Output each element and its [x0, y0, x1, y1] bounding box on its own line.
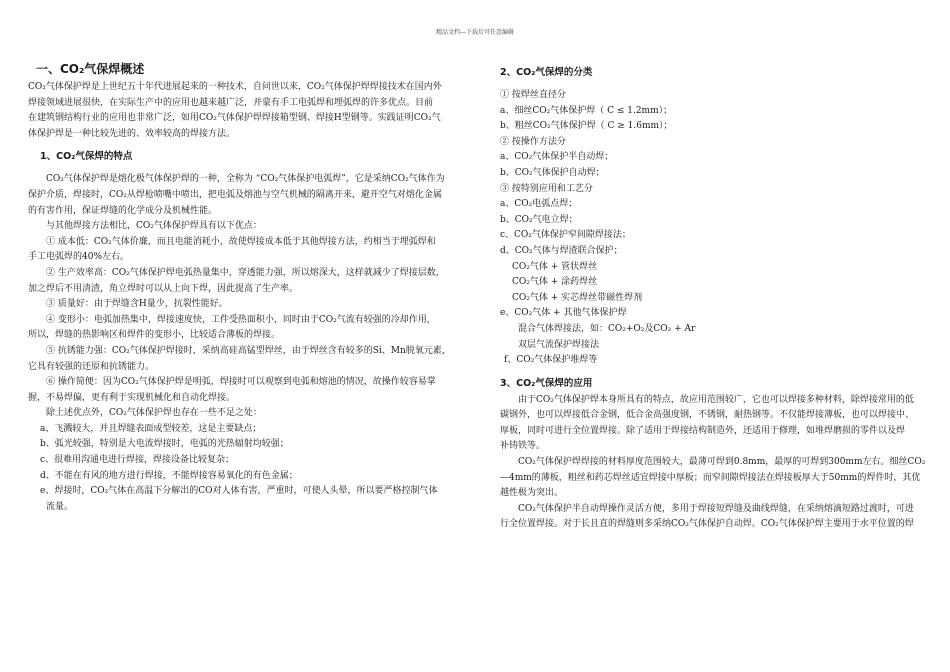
section-title: 一、CO₂气保焊概述 [36, 62, 145, 76]
advantage-item: 所以，焊缝的热影响区和焊件的变形小，比较适合薄板的焊接。 [28, 330, 281, 341]
category-item: c、CO₂气体保护窄间隙焊接法； [500, 230, 631, 241]
category-subitem: CO₂气体 + 涂药焊丝 [512, 277, 598, 288]
paragraph-line: 行全位置焊接。对于长且直的焊缝则多采纳CO₂气体保护自动焊。CO₂气体保护焊主要用于水平位置的焊 [500, 519, 914, 530]
subsection-title: 1、CO₂气保焊的特点 [40, 151, 133, 163]
drawback-item: a、飞溅较大，并且焊缝表面成型较差，这是主要缺点； [40, 423, 262, 434]
category-subitem: 双层气流保护焊接法 [518, 339, 600, 350]
paragraph-line: 由于CO₂气体保护焊本身所具有的特点，故应用范围较广，它也可以焊接多种材料，除焊接常用的低 [518, 394, 914, 405]
category-heading: ③ 按特别应用和工艺分 [500, 183, 593, 194]
paragraph-line: 除上述优点外，CO₂气体保护焊也存在一些不足之处： [46, 408, 262, 419]
drawback-item: e、焊接时，CO₂气体在高温下分解出的CO对人体有害，严重时，可使人头晕，所以要严格控制气体 [40, 486, 438, 497]
category-item: b、CO₂气体保护自动焊； [500, 167, 605, 178]
category-heading: ① 按焊丝直径分 [500, 90, 566, 100]
drawback-item: c、很难用沟通电进行焊接，焊接设备比较复杂； [40, 455, 235, 466]
category-heading: ② 按操作方法分 [500, 136, 566, 147]
advantage-item: ① 成本低：CO₂气体价廉，而且电能消耗小，故使焊接成本低于其他焊接方法，约相当于埋弧焊和 [46, 236, 436, 247]
category-item: b、CO₂气电立焊； [500, 214, 578, 225]
advantage-item: 加之焊后不用清渣，角立焊时可以从上向下焊，因此提高了生产率。 [28, 283, 299, 294]
advantage-item: ⑥ 操作简便：因为CO₂气体保护焊是明弧，焊接时可以观察到电弧和熔池的情况，故操作较容易掌 [46, 377, 436, 388]
paragraph-line: 的有害作用，保证焊缝的化学成分及机械性能。 [28, 205, 218, 216]
category-item: f、CO₂气体保护堆焊等 [504, 355, 598, 366]
advantage-item: ④ 变形小：电弧加热集中，焊接速度快，工件受热面积小，同时由于CO₂气流有较强的冷却作用， [46, 314, 436, 325]
advantage-item: ⑤ 抗锈能力强：CO₂气体保护焊接时，采纳高硅高锰型焊丝，由于焊丝含有较多的Si、Mn脱氧元素， [46, 345, 451, 356]
category-item: b、粗丝CO₂气体保护焊（ C ≥ 1.6mm）； [500, 121, 673, 132]
category-subitem: CO₂气体 + 管状焊丝 [512, 261, 598, 272]
drawback-item: b、弧光较强，特别是大电流焊接时，电弧的光热辐射均较强； [40, 439, 289, 450]
category-item: d、CO₂气体与焊渣联合保护； [500, 245, 623, 256]
category-item: e、CO₂气体 + 其他气体保护焊 [500, 308, 627, 319]
paragraph-line: —4mm的薄板，粗丝和药芯焊丝适宜焊接中厚板；而窄间隙焊接法在焊接板厚大于50mm的焊件时，其优 [500, 472, 921, 483]
drawback-item: 流量。 [46, 501, 74, 512]
paragraph-line: CO₂气体保护焊是熔化极气体保护焊的一种，全称为 “CO₂气体保护电弧焊”，它是采纳CO₂气体作为 [46, 174, 445, 185]
advantage-item: ② 生产效率高：CO₂气体保护焊电弧热量集中，穿透能力强，所以熔深大，这样就减少了焊接层数， [46, 267, 445, 278]
advantage-item: ③ 质量好：由于焊缝含H量少，抗裂性能好。 [46, 299, 228, 310]
intro-line: CO₂气体保护焊是上世纪五十年代进展起来的一种技术，自问世以来，CO₂气体保护焊焊接技术在国内外 [28, 82, 442, 92]
intro-line: 在建筑钢结构行业的应用也非常广泛，如用CO₂气体保护焊焊接箱型钢、焊接H型钢等。实践证明CO₂气 [28, 113, 441, 124]
category-item: a、CO₂气体保护半自动焊； [500, 152, 614, 163]
category-item: a、细丝CO₂气体保护焊（ C ≤ 1.2mm）； [500, 105, 673, 116]
advantage-item: 手工电弧焊的40%左右。 [28, 252, 130, 263]
advantage-item: 握，不易焊偏，更有利于实现机械化和自动化焊接。 [28, 392, 236, 403]
intro-line: 体保护焊是一种比较先进的、效率较高的焊接方法。 [28, 128, 236, 139]
subsection-title: 2、CO₂气保焊的分类 [500, 67, 593, 78]
subsection-title: 3、CO₂气保焊的应用 [500, 377, 593, 389]
left-column [28, 60, 475, 515]
right-column [500, 64, 930, 533]
category-subitem: 混合气体焊接法，如：CO₂+O₂及CO₂ + Ar [518, 323, 696, 334]
paragraph-line: 越性极为突出。 [500, 488, 564, 499]
category-item: a、CO₂电弧点焊； [500, 199, 578, 210]
paragraph-line: 保护介质，焊接时，CO₂从焊枪喷嘴中喷出，把电弧及熔池与空气机械的隔离开来，避开空气对熔化金属 [28, 189, 442, 200]
advantage-item: 它具有较强的还原和抗锈能力。 [28, 361, 155, 372]
paragraph-line: 碳钢外，也可以焊接低合金钢，低合金高强度钢，不锈钢，耐热钢等。不仅能焊接薄板，也可以焊接中、 [500, 410, 915, 421]
paragraph-line: 厚板，同时可进行全位置焊接。除了适用于焊接结构制造外，还适用于修理，如堆焊磨损的零件以及焊 [500, 425, 906, 436]
category-subitem: CO₂气体 + 实芯焊丝带磁性焊剂 [512, 292, 643, 303]
paragraph-line: CO₂气体保护半自动焊操作灵活方便，多用于焊接短焊缝及曲线焊缝，在采纳熔滴短路过渡时，可进 [518, 503, 914, 514]
paragraph-line: CO₂气体保护焊焊接的材料厚度范围较大，最薄可焊到0.8mm，最厚的可焊到300mm左右。细丝CO₂ [518, 457, 926, 468]
paragraph-line: 补铸铁等。 [500, 441, 546, 452]
intro-line: 焊接领域进展很快，在实际生产中的应用也越来越广泛，并蒙有手工电弧焊和埋弧焊的许多优点。目前 [28, 97, 434, 108]
page-header: 精品文档---下载后可任意编辑 [435, 29, 515, 36]
paragraph-line: 与其他焊接方法相比，CO₂气体保护焊具有以下优点： [46, 221, 262, 232]
drawback-item: d、不能在有风的地方进行焊接，不能焊接容易氧化的有色金属； [40, 470, 298, 481]
